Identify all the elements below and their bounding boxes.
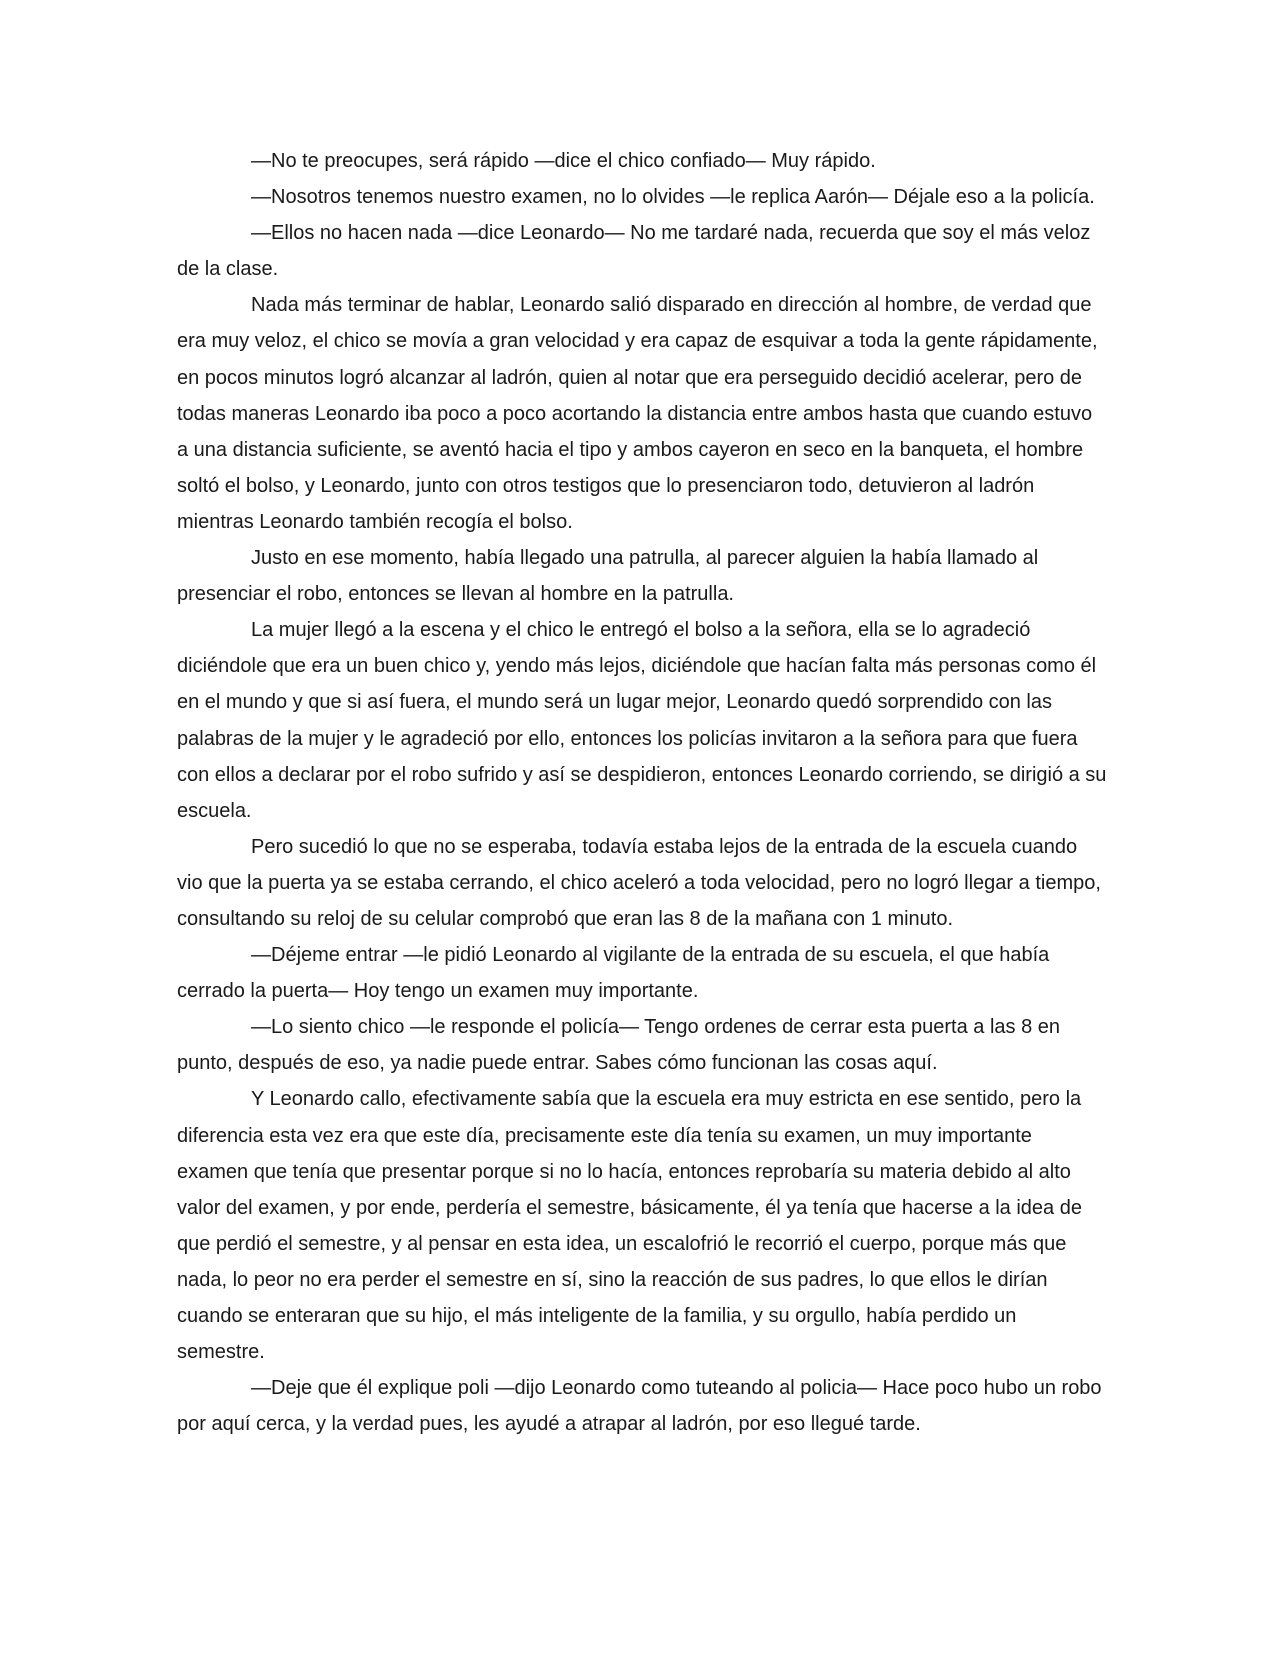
- paragraph-1: —No te preocupes, será rápido —dice el chico confiado— Muy rápido.: [251, 150, 876, 172]
- paragraph-9: —Lo siento chico —le responde el policía— Tengo ordenes de cerrar esta puerta a las 8 en punto, después de eso, ya nadie puede entrar. Sabes cómo funcionan las cosas aquí.: [177, 1016, 1061, 1075]
- paragraph-7: Pero sucedió lo que no se esperaba, todavía estaba lejos de la entrada de la escuela cuando vio que la puerta ya se estaba cerrando, el chico aceleró a toda velocidad, pero no logró llegar a tiempo, consultando su reloj de su celular comprobó que eran las 8 de la mañana con 1 minuto.: [177, 835, 1101, 930]
- paragraph-11: —Deje que él explique poli —dijo Leonardo como tuteando al policia— Hace poco hubo un robo por aquí cerca, y la verdad pues, les ayudé a atrapar al ladrón, por eso llegué tarde.: [177, 1377, 1102, 1436]
- paragraph-4: Nada más terminar de hablar, Leonardo salió disparado en dirección al hombre, de verdad que era muy veloz, el chico se movía a gran velocidad y era capaz de esquivar a toda la gente rápidamente, en pocos minutos logró alcanzar al ladrón, quien al notar que era perseguido decidió acelerar, pero de todas maneras Leonardo iba poco a poco acortando la distancia entre ambos hasta que cuando estuvo a una distancia suficiente, se aventó hacia el tipo y ambos cayeron en seco en la banqueta, el hombre soltó el bolso, y Leonardo, junto con otros testigos que lo presenciaron todo, detuvieron al ladrón mientras Leonardo también recogía el bolso.: [177, 294, 1098, 533]
- paragraph-2: —Nosotros tenemos nuestro examen, no lo olvides —le replica Aarón— Déjale eso a la policía.: [251, 186, 1095, 209]
- paragraph-5: Justo en ese momento, había llegado una patrulla, al parecer alguien la había llamado al presenciar el robo, entonces se llevan al hombre en la patrulla.: [177, 547, 1039, 606]
- paragraph-3: —Ellos no hacen nada —dice Leonardo— No me tardaré nada, recuerda que soy el más veloz de la clase.: [177, 222, 1091, 281]
- paragraph-8: —Déjeme entrar —le pidió Leonardo al vigilante de la entrada de su escuela, el que había cerrado la puerta— Hoy tengo un examen muy importante.: [177, 944, 1050, 1003]
- paragraph-6: La mujer llegó a la escena y el chico le entregó el bolso a la señora, ella se lo agradeció diciéndole que era un buen chico y, yendo más lejos, diciéndole que hacían falta más personas como él en el mundo y que si así fuera, el mundo será un lugar mejor, Leonardo quedó sorprendido con las palabras de la mujer y le agradeció por ello, entonces los policías invitaron a la señora para que fuera con ellos a declarar por el robo sufrido y así se despidieron, entonces Leonardo corriendo, se dirigió a su escuela.: [177, 619, 1107, 822]
- paragraph-10: Y Leonardo callo, efectivamente sabía que la escuela era muy estricta en ese sentido, pero la diferencia esta vez era que este día, precisamente este día tenía su examen, un muy importante examen que tenía que presentar porque si no lo hacía, entonces reprobaría su materia debido al alto valor del examen, y por ende, perdería el semestre, básicamente, él ya tenía que hacerse a la idea de que perdió el semestre, y al pensar en esta idea, un escalofrió le recorrió el cuerpo, porque más que nada, lo peor no era perder el semestre en sí, sino la reacción de sus padres, lo que ellos le dirían cuando se enteraran que su hijo, el más inteligente de la familia, y su orgullo, había perdido un semestre.: [177, 1088, 1082, 1364]
- document-page: [177, 143, 1107, 1442]
